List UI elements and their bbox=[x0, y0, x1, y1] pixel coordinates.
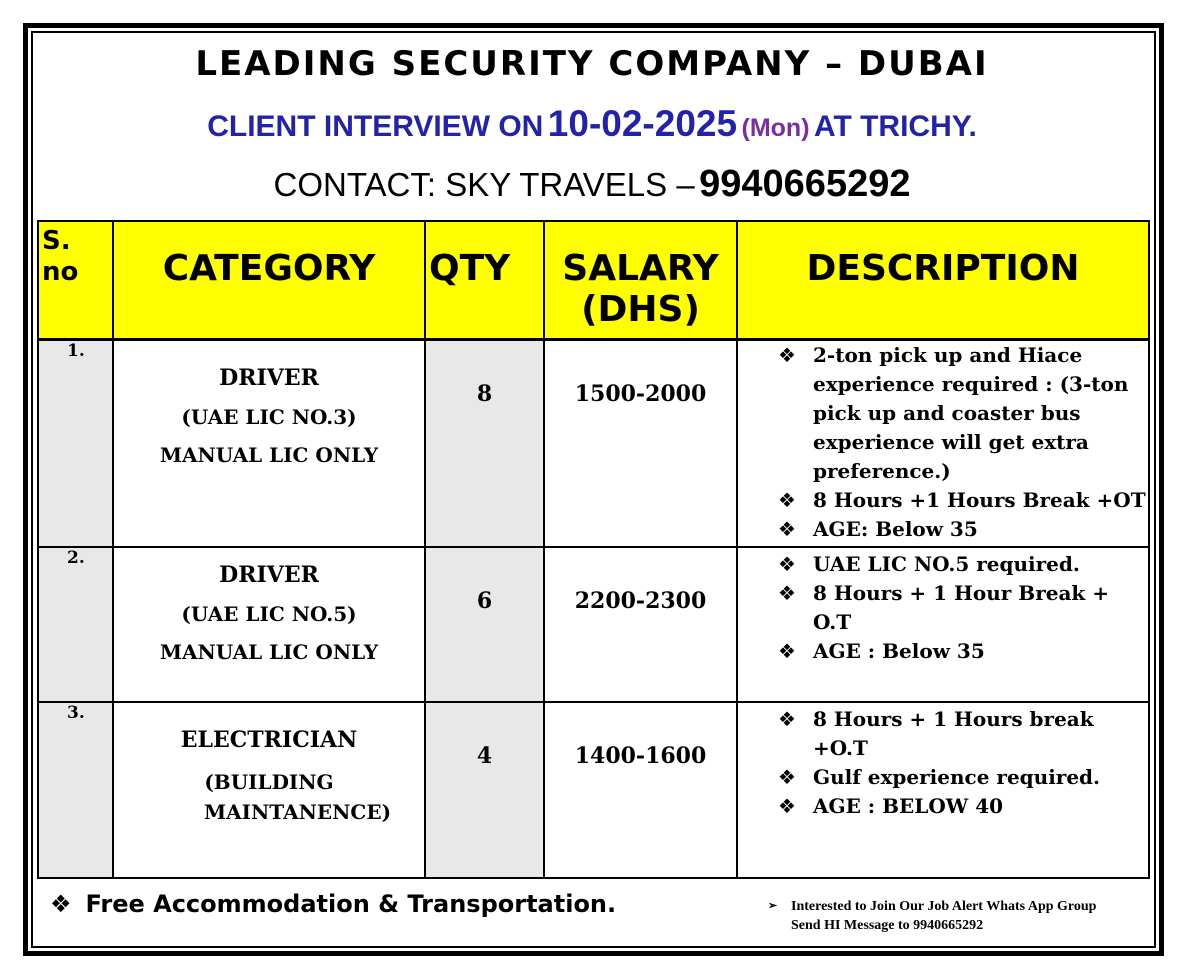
description-item: ❖ AGE: Below 35 bbox=[778, 515, 1148, 544]
contact-label: CONTACT: SKY TRAVELS – bbox=[273, 166, 695, 203]
interview-date: 10-02-2025 bbox=[547, 103, 738, 144]
description-item: ❖ AGE : Below 35 bbox=[778, 637, 1148, 666]
header-description: DESCRIPTION bbox=[737, 221, 1149, 339]
category-line: MANUAL LIC ONLY bbox=[159, 442, 379, 467]
benefit-text: Free Accommodation & Transportation. bbox=[85, 890, 617, 918]
description-item: ❖ UAE LIC NO.5 required. bbox=[778, 550, 1148, 579]
row-qty: 8 bbox=[425, 339, 544, 547]
interview-prefix: CLIENT INTERVIEW ON bbox=[207, 110, 544, 143]
bullet-icon: ❖ bbox=[778, 342, 796, 367]
bullet-icon: ❖ bbox=[778, 639, 796, 663]
row-qty: 4 bbox=[425, 702, 544, 878]
bullet-icon: ❖ bbox=[778, 794, 796, 818]
category-line: (UAE LIC NO.5) bbox=[181, 602, 357, 626]
bullet-icon: ❖ bbox=[778, 765, 796, 789]
row-description bbox=[737, 702, 1149, 878]
row-category bbox=[113, 339, 425, 547]
contact-number: 9940665292 bbox=[699, 163, 911, 205]
description-item: ❖ 8 Hours + 1 Hour Break + O.T bbox=[778, 581, 1109, 634]
page-title: LEADING SECURITY COMPANY – DUBAI bbox=[195, 44, 989, 84]
whatsapp-note bbox=[768, 897, 1096, 935]
header-salary-line1: SALARY bbox=[562, 248, 719, 289]
bullet-icon: ❖ bbox=[778, 707, 796, 731]
jobs-table bbox=[37, 220, 1150, 879]
whatsapp-line2: Send HI Message to 9940665292 bbox=[791, 918, 984, 933]
interview-day: (Mon) bbox=[741, 114, 810, 142]
row-qty: 6 bbox=[425, 547, 544, 702]
row-category bbox=[113, 702, 425, 878]
interview-suffix: AT TRICHY. bbox=[814, 110, 977, 143]
description-item: ❖ Gulf experience required. bbox=[778, 763, 1148, 792]
bullet-icon: ❖ bbox=[778, 516, 796, 541]
category-line: (UAE LIC NO.3) bbox=[181, 404, 357, 429]
row-salary: 1400-1600 bbox=[544, 702, 737, 878]
row-description bbox=[737, 547, 1149, 702]
bullet-icon: ❖ bbox=[778, 581, 796, 605]
row-sno: 2. bbox=[38, 547, 113, 702]
header-sno bbox=[38, 221, 113, 339]
row-sno: 1. bbox=[38, 339, 113, 547]
bullet-icon: ❖ bbox=[778, 552, 796, 576]
category-line: DRIVER bbox=[219, 562, 319, 588]
description-item: ❖ AGE : BELOW 40 bbox=[778, 792, 1148, 821]
row-category bbox=[113, 547, 425, 702]
row-salary: 2200-2300 bbox=[544, 547, 737, 702]
header-category: CATEGORY bbox=[113, 221, 425, 339]
bullet-icon: ❖ bbox=[50, 890, 72, 918]
interview-line bbox=[0, 103, 1184, 145]
category-line: MANUAL LIC ONLY bbox=[159, 640, 379, 664]
table-row bbox=[38, 702, 1149, 878]
row-description bbox=[737, 339, 1149, 547]
category-line: (BUILDING MAINTANENCE) bbox=[204, 770, 392, 824]
category-line: DRIVER bbox=[219, 364, 319, 391]
table-row bbox=[38, 339, 1149, 547]
contact-line bbox=[0, 163, 1184, 206]
description-item: ❖ 8 Hours +1 Hours Break +OT bbox=[778, 486, 1148, 515]
header-salary bbox=[544, 221, 737, 339]
header-salary-line2: (DHS) bbox=[581, 289, 700, 331]
header-sno-line2: no bbox=[42, 257, 79, 288]
table-row bbox=[38, 547, 1149, 702]
row-sno: 3. bbox=[38, 702, 113, 878]
benefit-note bbox=[50, 890, 616, 918]
row-salary: 1500-2000 bbox=[544, 339, 737, 547]
header-qty: QTY bbox=[425, 221, 544, 339]
bullet-icon: ❖ bbox=[778, 487, 796, 512]
table-header-row bbox=[38, 221, 1149, 339]
category-line: ELECTRICIAN bbox=[180, 727, 358, 753]
description-item: ❖ 8 Hours + 1 Hours break +O.T bbox=[778, 707, 1094, 760]
description-item: ❖ 2-ton pick up and Hiace experience required : (3-ton pick up and coaster bus experience will get extra preference.) bbox=[778, 342, 1129, 483]
whatsapp-line1: Interested to Join Our Job Alert Whats App Group bbox=[791, 899, 1097, 914]
header-sno-line1: S. bbox=[42, 226, 71, 256]
arrow-icon: ➢ bbox=[768, 900, 778, 912]
